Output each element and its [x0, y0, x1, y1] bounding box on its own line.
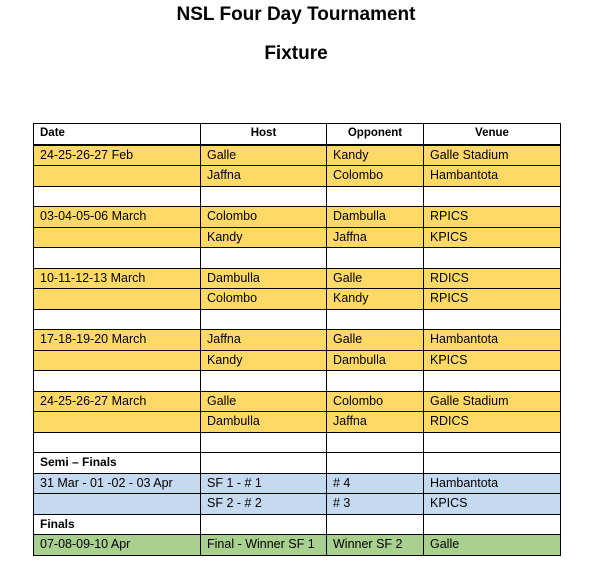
date-cell — [34, 350, 201, 371]
table-row — [34, 473, 561, 494]
date-cell — [34, 186, 201, 207]
venue-cell: Hambantota — [424, 473, 561, 494]
opponent-cell — [327, 514, 424, 535]
venue-cell — [424, 186, 561, 207]
section-header-row — [34, 453, 561, 474]
table-row — [34, 535, 561, 556]
date-cell — [34, 166, 201, 187]
date-cell: Finals — [34, 514, 201, 535]
opponent-cell — [327, 248, 424, 269]
header-date: Date — [34, 124, 201, 145]
spacer-row — [34, 248, 561, 269]
opponent-cell: Colombo — [327, 166, 424, 187]
host-cell: Dambulla — [201, 268, 327, 289]
venue-cell: RPICS — [424, 289, 561, 310]
host-cell — [201, 453, 327, 474]
date-cell: 07-08-09-10 Apr — [34, 535, 201, 556]
host-cell: SF 2 - # 2 — [201, 494, 327, 515]
table-row — [34, 330, 561, 351]
fixture-table — [33, 123, 561, 556]
opponent-cell: # 4 — [327, 473, 424, 494]
opponent-cell — [327, 453, 424, 474]
host-cell: Kandy — [201, 227, 327, 248]
host-cell — [201, 432, 327, 453]
date-cell — [34, 309, 201, 330]
date-cell: 17-18-19-20 March — [34, 330, 201, 351]
table-row — [34, 166, 561, 187]
table-row — [34, 227, 561, 248]
opponent-cell: Jaffna — [327, 227, 424, 248]
opponent-cell: Jaffna — [327, 412, 424, 433]
date-cell — [34, 371, 201, 392]
opponent-cell — [327, 186, 424, 207]
host-cell — [201, 186, 327, 207]
host-cell: Jaffna — [201, 166, 327, 187]
table-header-row — [34, 124, 561, 145]
venue-cell: Hambantota — [424, 330, 561, 351]
venue-cell: KPICS — [424, 350, 561, 371]
venue-cell: KPICS — [424, 494, 561, 515]
spacer-row — [34, 186, 561, 207]
opponent-cell: Dambulla — [327, 207, 424, 228]
host-cell: Galle — [201, 145, 327, 166]
venue-cell — [424, 453, 561, 474]
date-cell: Semi – Finals — [34, 453, 201, 474]
host-cell — [201, 514, 327, 535]
header-host: Host — [201, 124, 327, 145]
opponent-cell: Galle — [327, 268, 424, 289]
table-row — [34, 289, 561, 310]
venue-cell: RDICS — [424, 412, 561, 433]
date-cell: 31 Mar - 01 -02 - 03 Apr — [34, 473, 201, 494]
header-venue: Venue — [424, 124, 561, 145]
date-cell — [34, 412, 201, 433]
document-subtitle: Fixture — [264, 43, 328, 64]
opponent-cell: Kandy — [327, 289, 424, 310]
table-row — [34, 391, 561, 412]
host-cell: Jaffna — [201, 330, 327, 351]
opponent-cell: Dambulla — [327, 350, 424, 371]
opponent-cell: Kandy — [327, 145, 424, 166]
host-cell — [201, 371, 327, 392]
date-cell — [34, 248, 201, 269]
fixture-table-body — [34, 145, 561, 556]
host-cell: Kandy — [201, 350, 327, 371]
spacer-row — [34, 309, 561, 330]
table-row — [34, 145, 561, 166]
venue-cell — [424, 309, 561, 330]
date-cell: 24-25-26-27 Feb — [34, 145, 201, 166]
opponent-cell: Colombo — [327, 391, 424, 412]
opponent-cell: Winner SF 2 — [327, 535, 424, 556]
date-cell — [34, 494, 201, 515]
table-row — [34, 207, 561, 228]
section-header-row — [34, 514, 561, 535]
date-cell: 10-11-12-13 March — [34, 268, 201, 289]
table-row — [34, 268, 561, 289]
opponent-cell — [327, 309, 424, 330]
host-cell — [201, 248, 327, 269]
venue-cell: RDICS — [424, 268, 561, 289]
host-cell: SF 1 - # 1 — [201, 473, 327, 494]
document-title: NSL Four Day Tournament — [176, 4, 416, 25]
venue-cell — [424, 371, 561, 392]
host-cell: Final - Winner SF 1 — [201, 535, 327, 556]
host-cell: Dambulla — [201, 412, 327, 433]
opponent-cell — [327, 432, 424, 453]
venue-cell: KPICS — [424, 227, 561, 248]
spacer-row — [34, 432, 561, 453]
date-cell: 24-25-26-27 March — [34, 391, 201, 412]
table-row — [34, 350, 561, 371]
spacer-row — [34, 371, 561, 392]
venue-cell — [424, 514, 561, 535]
host-cell — [201, 309, 327, 330]
venue-cell: Hambantota — [424, 166, 561, 187]
venue-cell: RPICS — [424, 207, 561, 228]
venue-cell: Galle — [424, 535, 561, 556]
date-cell — [34, 432, 201, 453]
opponent-cell: # 3 — [327, 494, 424, 515]
opponent-cell — [327, 371, 424, 392]
table-row — [34, 412, 561, 433]
venue-cell — [424, 432, 561, 453]
header-opponent: Opponent — [327, 124, 424, 145]
host-cell: Colombo — [201, 289, 327, 310]
date-cell — [34, 227, 201, 248]
venue-cell: Galle Stadium — [424, 145, 561, 166]
host-cell: Galle — [201, 391, 327, 412]
table-row — [34, 494, 561, 515]
host-cell: Colombo — [201, 207, 327, 228]
date-cell — [34, 289, 201, 310]
date-cell: 03-04-05-06 March — [34, 207, 201, 228]
opponent-cell: Galle — [327, 330, 424, 351]
venue-cell — [424, 248, 561, 269]
venue-cell: Galle Stadium — [424, 391, 561, 412]
